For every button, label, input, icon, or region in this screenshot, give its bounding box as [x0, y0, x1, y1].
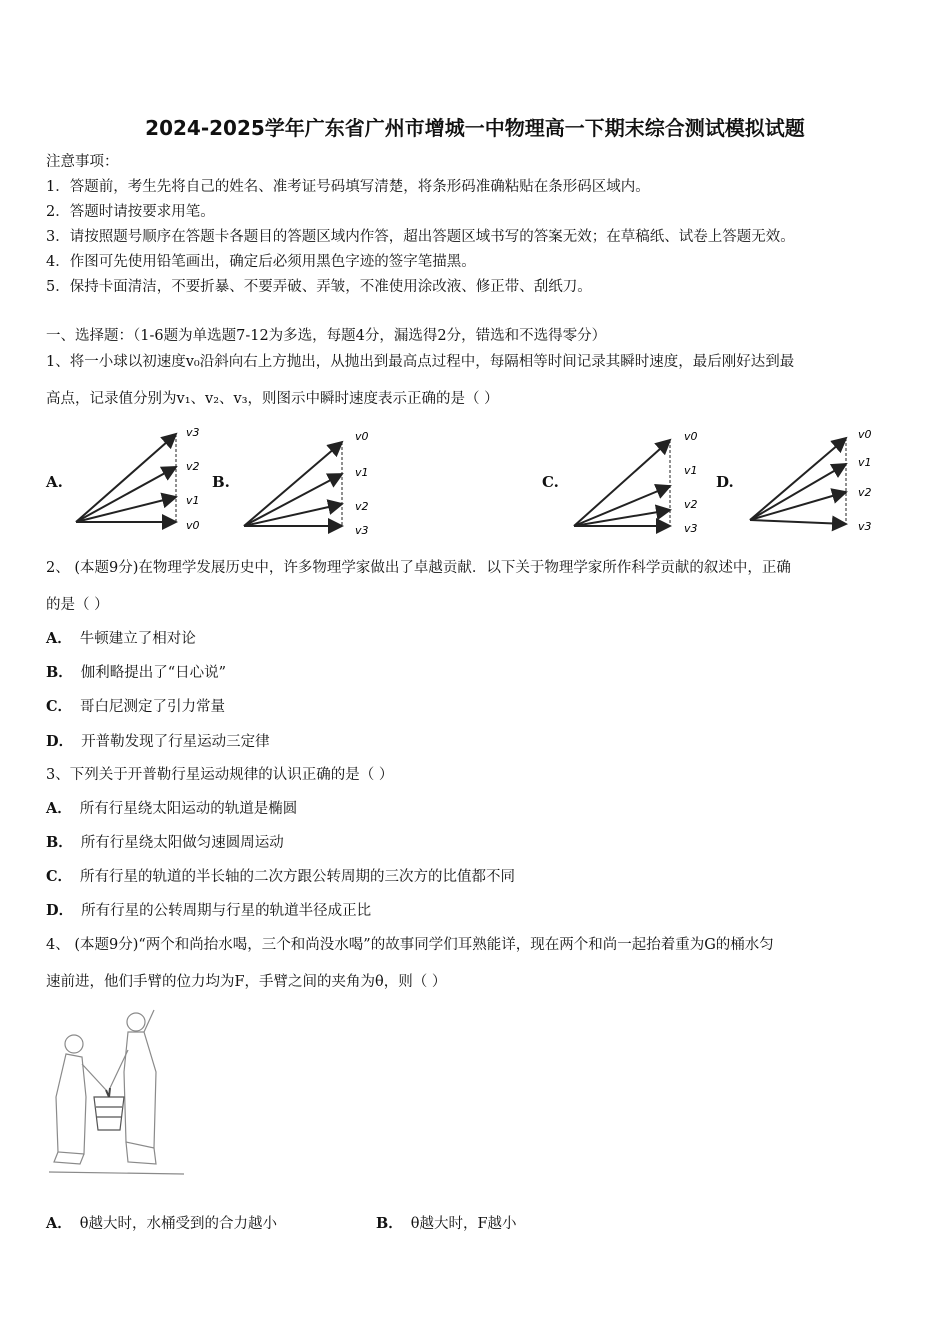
label-v2: v2: [186, 460, 200, 473]
label-v3: v3: [355, 524, 369, 537]
option-text: 所有行星的轨道的半长轴的二次方跟公转周期的三次方的比值都不同: [80, 869, 516, 885]
page-title: 2024-2025学年广东省广州市增城一中物理高一下期末综合测试模拟试题: [145, 116, 805, 140]
right-monk-head: [127, 1013, 145, 1031]
left-monk-robe: [56, 1054, 86, 1154]
option-text: 哥白尼测定了引力常量: [80, 699, 226, 715]
left-monk-head: [65, 1035, 83, 1053]
q3-option-b[interactable]: [46, 833, 284, 853]
q3-line1: 3、下列关于开普勒行星运动规律的认识正确的是（ ）: [46, 767, 394, 783]
vector-v0: [244, 442, 342, 526]
q1-option-d-diagram[interactable]: [744, 424, 884, 536]
q4-line1: 4、 (本题9分)“两个和尚抬水喝，三个和尚没水喝”的故事同学们耳熟能详，现在两个和尚一起抬着重为G的桶水匀: [46, 937, 774, 953]
right-monk-arm: [110, 1050, 128, 1088]
label-v0: v0: [355, 430, 369, 443]
option-text: θ越大时，F越小: [410, 1216, 517, 1232]
label-v3: v3: [858, 520, 872, 533]
q2-option-a[interactable]: [46, 629, 196, 649]
bucket-bands: [96, 1107, 122, 1117]
option-letter: A．: [46, 630, 72, 647]
notice-item-4: 4．作图可先使用铅笔画出，确定后必须用黑色字迹的签字笔描黑。: [46, 254, 476, 270]
vector-v2: [76, 467, 176, 522]
option-text: 所有行星的公转周期与行星的轨道半径成正比: [81, 903, 372, 919]
q2-line2: 的是（ ）: [46, 597, 109, 613]
option-letter: B．: [376, 1215, 403, 1232]
label-v2: v2: [858, 486, 872, 499]
vector-v2: [244, 504, 342, 526]
section-heading: 一、选择题：（1-6题为单选题7-12为多选，每题4分，漏选得2分，错选和不选得零分）: [46, 328, 607, 344]
notice-item-3: 3．请按照题号顺序在答题卡各题目的答题区域内作答，超出答题区域书写的答案无效；在草稿纸、试卷上答题无效。: [46, 229, 795, 245]
option-letter: D．: [46, 733, 74, 750]
bucket-handle: [106, 1088, 110, 1097]
option-letter: C．: [46, 868, 73, 885]
label-v3: v3: [684, 522, 698, 535]
bucket: [94, 1097, 124, 1130]
q3-option-a[interactable]: [46, 799, 297, 819]
vector-v1: [244, 474, 342, 526]
q2-line1: 2、 (本题9分)在物理学发展历史中，许多物理学家做出了卓越贡献．以下关于物理学家所作科学贡献的叙述中，正确: [46, 560, 791, 576]
option-text: 开普勒发现了行星运动三定律: [81, 734, 270, 750]
vector-v2: [750, 492, 846, 520]
q2-option-d[interactable]: [46, 732, 270, 752]
q4-option-a[interactable]: [46, 1214, 277, 1234]
vector-v0: [750, 438, 846, 520]
q2-option-c[interactable]: [46, 697, 225, 717]
label-v1: v1: [858, 456, 872, 469]
q4-line2: 速前进，他们手臂的位力均为F，手臂之间的夹角为θ，则（ ）: [46, 974, 447, 990]
notice-item-5: 5．保持卡面清洁，不要折暴、不要弄破、弄皱，不准使用涂改液、修正带、刮纸刀。: [46, 279, 592, 295]
q1-option-c-letter[interactable]: C.: [542, 473, 559, 491]
q1-option-d-letter[interactable]: D.: [716, 473, 734, 491]
q1-line1: 1、将一小球以初速度v₀沿斜向右上方抛出，从抛出到最高点过程中，每隔相等时间记录其瞬时速度，最后刚好达到最: [46, 354, 795, 370]
q1-option-a-diagram[interactable]: [70, 422, 210, 534]
option-letter: A．: [46, 800, 72, 817]
q1-option-c-diagram[interactable]: [568, 426, 708, 538]
option-letter: A．: [46, 1215, 72, 1232]
notice-item-2: 2．答题时请按要求用笔。: [46, 204, 215, 220]
notice-item-1: 1．答题前，考生先将自己的姓名、准考证号码填写清楚，将条形码准确粘贴在条形码区域内。: [46, 179, 650, 195]
label-v1: v1: [684, 464, 698, 477]
left-monk-arm: [82, 1064, 106, 1090]
option-letter: B．: [46, 834, 73, 851]
q3-option-c[interactable]: [46, 867, 515, 887]
option-text: 所有行星绕太阳做匀速圆周运动: [80, 835, 284, 851]
notice-heading: 注意事项：: [46, 154, 119, 170]
option-letter: B．: [46, 664, 73, 681]
vector-v3: [750, 520, 846, 524]
label-v2: v2: [684, 498, 698, 511]
label-v1: v1: [186, 494, 200, 507]
option-text: 所有行星绕太阳运动的轨道是椭圆: [79, 801, 298, 817]
label-v3: v3: [186, 426, 200, 439]
q3-option-d[interactable]: [46, 901, 371, 921]
label-v0: v0: [858, 428, 872, 441]
option-letter: D．: [46, 902, 74, 919]
right-monk-robe: [124, 1032, 156, 1148]
q2-option-b[interactable]: [46, 663, 226, 683]
ground-line: [49, 1172, 184, 1174]
label-v1: v1: [355, 466, 369, 479]
option-letter: C．: [46, 698, 73, 715]
q1-option-b-diagram[interactable]: [238, 426, 378, 538]
vector-v1: [574, 486, 670, 526]
monks-carrying-bucket-sketch: [44, 1002, 194, 1182]
q4-option-b[interactable]: [376, 1214, 517, 1234]
label-v2: v2: [355, 500, 369, 513]
vector-v1: [750, 464, 846, 520]
label-v0: v0: [186, 519, 200, 532]
option-text: 伽利略提出了“日心说”: [80, 665, 227, 681]
option-text: θ越大时，水桶受到的合力越小: [79, 1216, 277, 1232]
label-v0: v0: [684, 430, 698, 443]
option-text: 牛顿建立了相对论: [79, 631, 196, 647]
q1-option-a-letter[interactable]: A.: [46, 473, 63, 491]
q1-option-b-letter[interactable]: B.: [212, 473, 230, 491]
q1-line2: 高点，记录值分别为v₁、v₂、v₃，则图示中瞬时速度表示正确的是（ ）: [46, 391, 499, 407]
